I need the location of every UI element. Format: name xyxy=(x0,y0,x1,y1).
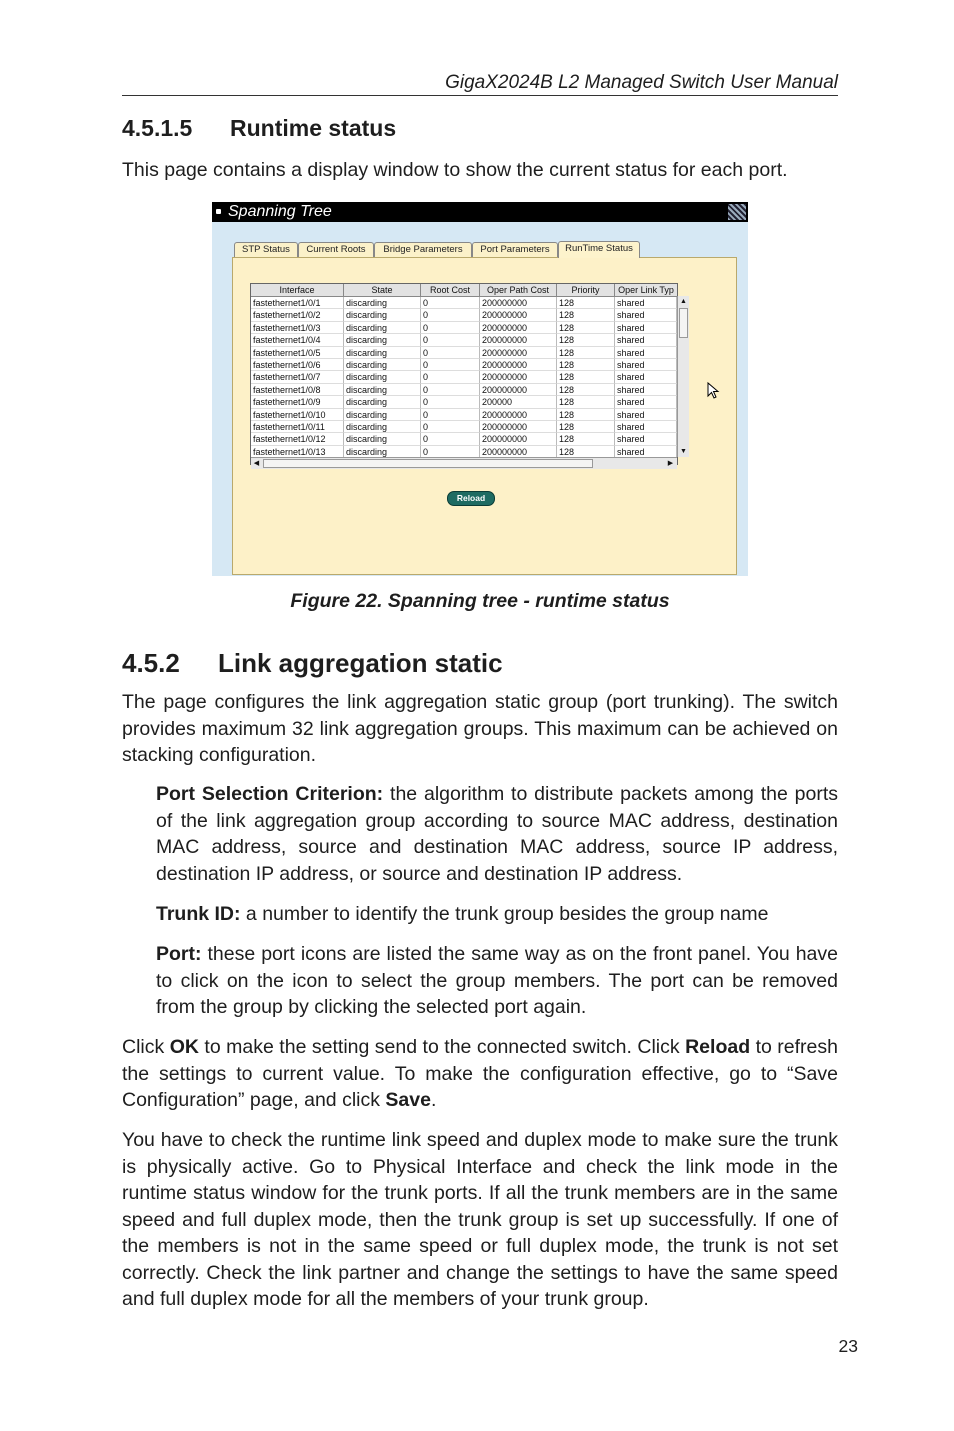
tab-port-parameters[interactable]: Port Parameters xyxy=(472,242,558,257)
table-row[interactable] xyxy=(251,396,677,408)
cell-state: discarding xyxy=(344,347,421,359)
tab-current-roots[interactable]: Current Roots xyxy=(298,242,374,257)
runtime-link-check-paragraph: You have to check the runtime link speed and duplex mode to make sure the trunk is physically active. Go to Physical Interface and check the link mode in the runtime status window for the trunk ports. If all the trunk members are in the same speed and full duplex mode, then the trunk group is set up successfully. If one of the members is not in the same speed or full duplex mode, the trunk is not set correctly. Check the link partner and change the settings to have the same speed and full duplex mode for all the members of your trunk group. xyxy=(122,1129,838,1310)
cell-interface: fastethernet1/0/11 xyxy=(251,421,344,433)
reload-button[interactable]: Reload xyxy=(447,491,495,506)
cell-oper-link-type: shared xyxy=(615,334,677,346)
cell-interface: fastethernet1/0/8 xyxy=(251,384,344,396)
cell-oper-path-cost: 200000000 xyxy=(480,409,557,421)
cell-priority: 128 xyxy=(557,322,615,334)
cell-oper-link-type: shared xyxy=(615,347,677,359)
cell-priority: 128 xyxy=(557,309,615,321)
port-selection-criterion-text: the algorithm to distribute packets among the ports of the link aggregation group according to source MAC address, destination MAC address, source and destination MAC address, source IP address, destination IP address, or source and destination IP address. xyxy=(156,783,839,885)
column-header-oper-link-type[interactable]: Oper Link Typ xyxy=(618,285,674,295)
column-header-state[interactable]: State xyxy=(344,284,421,296)
cell-root-cost: 0 xyxy=(421,309,480,321)
cell-state: discarding xyxy=(344,297,421,309)
runtime-status-intro: This page contains a display window to show the current status for each port. xyxy=(122,159,788,181)
ok-reload-save-paragraph xyxy=(122,1034,838,1114)
cell-oper-link-type: shared xyxy=(615,421,677,433)
table-row[interactable] xyxy=(251,371,677,383)
cell-oper-path-cost: 200000000 xyxy=(480,384,557,396)
cell-oper-link-type: shared xyxy=(615,322,677,334)
cell-priority: 128 xyxy=(557,433,615,445)
click-text-a: Click xyxy=(122,1036,170,1058)
cell-priority: 128 xyxy=(557,384,615,396)
tab-stp-status[interactable]: STP Status xyxy=(234,242,298,257)
tab-bridge-parameters[interactable]: Bridge Parameters xyxy=(374,242,472,257)
reload-label: Reload xyxy=(685,1036,751,1058)
vertical-scroll-thumb[interactable] xyxy=(679,308,688,338)
cell-interface: fastethernet1/0/6 xyxy=(251,359,344,371)
table-row[interactable] xyxy=(251,297,677,309)
window-title: Spanning Tree xyxy=(228,203,332,220)
cell-oper-path-cost: 200000000 xyxy=(480,309,557,321)
cell-priority: 128 xyxy=(557,446,615,458)
section-number: 4.5.2 xyxy=(122,648,180,678)
cell-oper-path-cost: 200000000 xyxy=(480,334,557,346)
cell-interface: fastethernet1/0/13 xyxy=(251,446,344,458)
cell-priority: 128 xyxy=(557,359,615,371)
port-label: Port: xyxy=(156,943,202,965)
cell-state: discarding xyxy=(344,446,421,458)
cell-oper-link-type: shared xyxy=(615,446,677,458)
ok-label: OK xyxy=(169,1036,199,1058)
scroll-left-arrow-icon[interactable]: ◀ xyxy=(253,460,260,467)
cell-root-cost: 0 xyxy=(421,396,480,408)
cell-state: discarding xyxy=(344,322,421,334)
table-row[interactable] xyxy=(251,433,677,445)
cell-oper-link-type: shared xyxy=(615,309,677,321)
cell-oper-path-cost: 200000000 xyxy=(480,359,557,371)
runtime-status-table xyxy=(250,283,687,467)
port-paragraph xyxy=(156,941,838,1021)
click-text-d: . xyxy=(430,1089,437,1111)
cell-state: discarding xyxy=(344,371,421,383)
cell-priority: 128 xyxy=(557,347,615,359)
click-text-b: to make the setting send to the connected switch. Click xyxy=(198,1036,686,1058)
horizontal-scroll-thumb[interactable] xyxy=(263,459,593,468)
port-selection-criterion-paragraph xyxy=(156,781,838,887)
table-row[interactable] xyxy=(251,334,677,346)
cell-root-cost: 0 xyxy=(421,409,480,421)
table-row[interactable] xyxy=(251,359,677,371)
cell-oper-path-cost: 200000000 xyxy=(480,433,557,445)
tab-runtime-status[interactable]: RunTime Status xyxy=(558,241,640,258)
spanning-tree-window xyxy=(212,202,748,576)
cell-root-cost: 0 xyxy=(421,359,480,371)
cell-oper-path-cost: 200000000 xyxy=(480,347,557,359)
cell-root-cost: 0 xyxy=(421,334,480,346)
cell-interface: fastethernet1/0/5 xyxy=(251,347,344,359)
cell-interface: fastethernet1/0/9 xyxy=(251,396,344,408)
port-selection-criterion-label: Port Selection Criterion: xyxy=(156,783,384,805)
cell-interface: fastethernet1/0/4 xyxy=(251,334,344,346)
scroll-down-arrow-icon[interactable]: ▼ xyxy=(680,448,687,455)
cell-oper-link-type: shared xyxy=(615,384,677,396)
window-title-bar xyxy=(212,202,748,222)
cell-interface: fastethernet1/0/3 xyxy=(251,322,344,334)
trunk-id-paragraph xyxy=(156,901,838,928)
scroll-up-arrow-icon[interactable]: ▲ xyxy=(680,298,687,305)
cell-state: discarding xyxy=(344,396,421,408)
running-header: GigaX2024B L2 Managed Switch User Manual xyxy=(445,72,838,93)
column-header-interface[interactable]: Interface xyxy=(251,284,344,296)
cell-root-cost: 0 xyxy=(421,384,480,396)
cell-priority: 128 xyxy=(557,334,615,346)
cell-priority: 128 xyxy=(557,409,615,421)
cell-state: discarding xyxy=(344,309,421,321)
cell-oper-link-type: shared xyxy=(615,371,677,383)
cell-oper-link-type: shared xyxy=(615,409,677,421)
cell-oper-link-type: shared xyxy=(615,396,677,408)
vertical-scrollbar[interactable] xyxy=(677,296,689,457)
cell-interface: fastethernet1/0/2 xyxy=(251,309,344,321)
cell-oper-path-cost: 200000000 xyxy=(480,446,557,458)
mouse-pointer-icon xyxy=(707,382,721,400)
table-row[interactable] xyxy=(251,409,677,421)
cell-priority: 128 xyxy=(557,371,615,383)
vendor-logo-icon xyxy=(728,204,746,220)
cell-interface: fastethernet1/0/1 xyxy=(251,297,344,309)
table-row[interactable] xyxy=(251,384,677,396)
cell-root-cost: 0 xyxy=(421,433,480,445)
table-row[interactable] xyxy=(251,309,677,321)
cell-root-cost: 0 xyxy=(421,322,480,334)
header-rule xyxy=(122,95,838,96)
cell-root-cost: 0 xyxy=(421,347,480,359)
cell-oper-link-type: shared xyxy=(615,297,677,309)
figure-caption: Figure 22. Spanning tree - runtime status xyxy=(290,590,670,612)
trunk-id-label: Trunk ID: xyxy=(156,903,241,925)
link-aggregation-intro: The page configures the link aggregation static group (port trunking). The switch provides maximum 32 link aggregation groups. This maximum can be achieved on stacking configuration. xyxy=(122,691,838,766)
section-number: 4.5.1.5 xyxy=(122,115,193,141)
cell-interface: fastethernet1/0/12 xyxy=(251,433,344,445)
column-header-root-cost[interactable]: Root Cost xyxy=(421,284,480,296)
table-row[interactable] xyxy=(251,421,677,433)
column-header-oper-path-cost[interactable]: Oper Path Cost xyxy=(480,284,557,296)
window-menu-icon[interactable] xyxy=(216,209,221,214)
cell-root-cost: 0 xyxy=(421,297,480,309)
cell-state: discarding xyxy=(344,384,421,396)
cell-state: discarding xyxy=(344,334,421,346)
table-row[interactable] xyxy=(251,322,677,334)
column-header-priority[interactable]: Priority xyxy=(557,284,615,296)
horizontal-scrollbar[interactable] xyxy=(251,457,677,469)
cell-priority: 128 xyxy=(557,297,615,309)
section-heading-link-aggregation-static xyxy=(122,648,503,679)
cell-state: discarding xyxy=(344,359,421,371)
cell-state: discarding xyxy=(344,421,421,433)
port-text: these port icons are listed the same way as on the front panel. You have to click on the icon to select the group members. The port can be removed from the group by clicking the selected port again. xyxy=(156,943,838,1018)
cell-state: discarding xyxy=(344,433,421,445)
trunk-id-text: a number to identify the trunk group besides the group name xyxy=(240,903,769,925)
cell-priority: 128 xyxy=(557,396,615,408)
cell-state: discarding xyxy=(344,409,421,421)
cell-oper-path-cost: 200000000 xyxy=(480,297,557,309)
section-title: Link aggregation static xyxy=(218,648,503,678)
section-title: Runtime status xyxy=(230,115,397,141)
cell-oper-link-type: shared xyxy=(615,359,677,371)
cell-root-cost: 0 xyxy=(421,371,480,383)
section-heading-runtime-status xyxy=(122,115,396,142)
scroll-right-arrow-icon[interactable]: ▶ xyxy=(667,460,674,467)
cell-root-cost: 0 xyxy=(421,446,480,458)
cell-root-cost: 0 xyxy=(421,421,480,433)
save-label: Save xyxy=(385,1089,431,1111)
cell-priority: 128 xyxy=(557,421,615,433)
click-text-c: to refresh the settings to current value. To make the configuration effective, go to “Save Configuration” page, and click xyxy=(122,1036,838,1111)
cell-oper-path-cost: 200000000 xyxy=(480,421,557,433)
cell-interface: fastethernet1/0/7 xyxy=(251,371,344,383)
page-number: 23 xyxy=(838,1336,858,1356)
cell-oper-link-type: shared xyxy=(615,433,677,445)
cell-oper-path-cost: 200000 xyxy=(480,396,557,408)
cell-interface: fastethernet1/0/10 xyxy=(251,409,344,421)
table-row[interactable] xyxy=(251,347,677,359)
cell-oper-path-cost: 200000000 xyxy=(480,371,557,383)
cell-oper-path-cost: 200000000 xyxy=(480,322,557,334)
table-header xyxy=(251,284,677,297)
